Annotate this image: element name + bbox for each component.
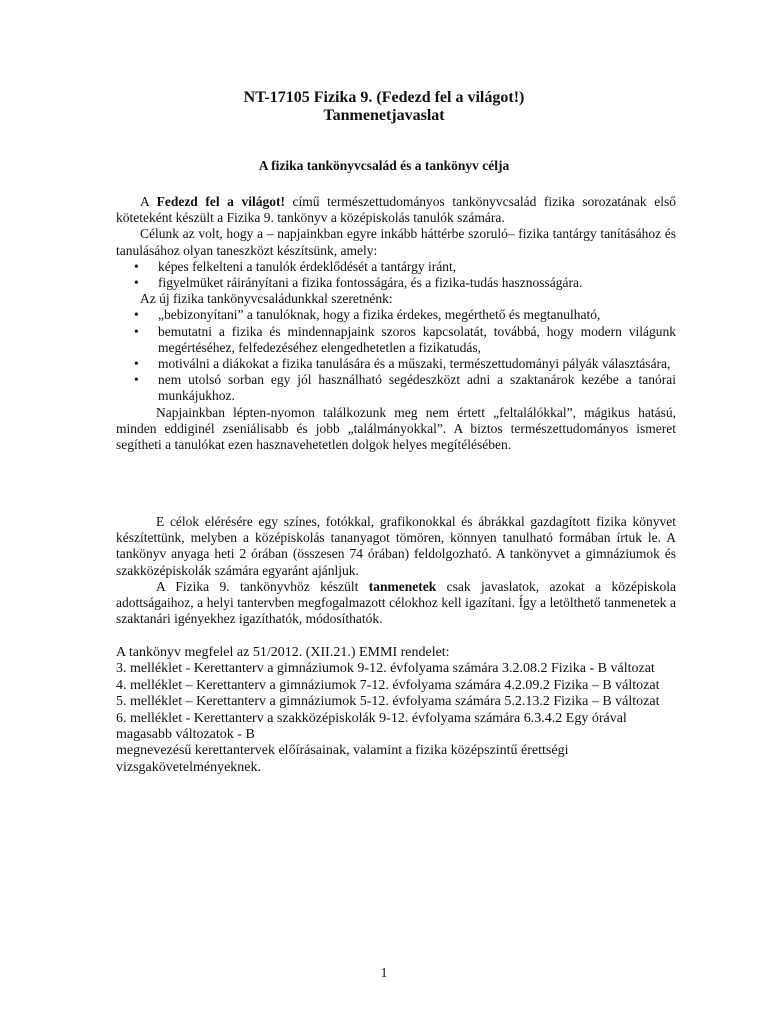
plan-prefix: A Fizika 9. tankönyvhöz készült <box>156 578 369 594</box>
intro-paragraph <box>116 194 676 226</box>
plan-bold-word: tanmenetek <box>368 578 437 594</box>
list-item <box>116 275 676 291</box>
main-text <box>116 194 676 453</box>
title-line-2: Tanmenetjavaslat <box>323 107 445 124</box>
second-text-block <box>116 514 676 627</box>
daily-paragraph: Napjainkban lépten-nyomon találkozunk meg nem értett „feltalálókkal”, mágikus hatású, minden eddiginél zseniálisabb és jobb „találmányokkal”. A biztos természettudományos ismeret segítheti a tanulókat ezen hasznavehetetlen dolgok helyes megítélésében. <box>116 404 676 453</box>
document-title <box>0 89 768 125</box>
wish-bullet-list <box>116 307 676 404</box>
list-item-text: figyelmüket ráirányítani a fizika fontosságára, és a fizika-tudás hasznosságára. <box>158 275 583 291</box>
plan-paragraph <box>116 579 676 628</box>
regulation-closing: megnevezésű kerettantervek előírásainak, valamint a fizika középszintű érettségi vizsgakövetelményeknek. <box>116 743 569 775</box>
list-item-text: nem utolsó sorban egy jól használható segédeszközt adni a szaktanárok kezébe a tanórai munkájukhoz. <box>158 372 676 404</box>
regulation-item: 6. melléklet - Kerettanterv a szakközépiskolák 9-12. évfolyama számára 6.3.4.2 Egy órával magasabb változatok - B <box>116 710 627 743</box>
book-paragraph: E célok elérésére egy színes, fotókkal, grafikonokkal és ábrákkal gazdagított fizika könyvet készítettünk, melyben a középiskolás tananyagot tömören, könnyen tanulható formában írtuk le. A tankönyv anyaga heti 2 órában (összesen 74 órában) feldolgozható. A tankönyvet a gimnáziumok és szakközépiskolák számára egyaránt ajánljuk. <box>116 514 676 578</box>
section-title: A fizika tankönyvcsalád és a tankönyv célja <box>258 158 510 173</box>
regulation-item: 4. melléklet – Kerettanterv a gimnáziumok 7-12. évfolyama számára 4.2.09.2 Fizika – B változat <box>116 677 660 693</box>
intro-prefix: A <box>140 194 157 209</box>
list-item-text: „bebizonyítani” a tanulóknak, hogy a fizika érdekes, megérthető és megtanulható, <box>158 307 601 323</box>
list-item <box>116 372 676 404</box>
regulation-block <box>116 645 676 776</box>
list-item-text: motiválni a diákokat a fizika tanulására és a műszaki, természettudományi pályák választására, <box>158 356 671 372</box>
title-line-1: NT-17105 Fizika 9. (Fedezd fel a világot!) <box>243 89 525 106</box>
page-number: 1 <box>380 966 388 981</box>
bullet-icon: • <box>134 307 139 323</box>
bullet-icon: • <box>134 275 139 291</box>
bullet-icon: • <box>134 258 139 274</box>
list-item <box>116 324 676 356</box>
list-item <box>116 259 676 275</box>
regulation-intro: A tankönyv megfelel az 51/2012. (XII.21.) EMMI rendelet: <box>116 645 450 660</box>
intro-book-title: Fedezd fel a világot! <box>156 194 285 209</box>
bullet-icon: • <box>134 372 139 388</box>
list-item <box>116 356 676 372</box>
regulation-item: 5. melléklet – Kerettanterv a gimnáziumok 5-12. évfolyama számára 5.2.13.2 Fizika – B változat <box>116 694 660 710</box>
intro-suffix: című természettudományos tankönyvcsalád fizika sorozatának első köteteként készült a Fizika 9. tankönyv a középiskolás tanulók számára. <box>116 194 676 226</box>
bullet-icon: • <box>134 356 139 372</box>
plan-suffix: csak javaslatok, azokat a középiskola adottságaihoz, a helyi tantervben megfogalmazott célokhoz kell igazítani. Így a letölthető tanmenetek a szaktanári igényekhez igazíthatók, módosíthatók. <box>116 578 676 627</box>
list-item <box>116 307 676 323</box>
goal-bullet-list <box>116 259 676 291</box>
regulation-item: 3. melléklet - Kerettanterv a gimnáziumok 9-12. évfolyama számára 3.2.08.2 Fizika - B változat <box>116 661 655 677</box>
bullet-icon: • <box>134 323 139 339</box>
list-item-text: bemutatni a fizika és mindennapjaink szoros kapcsolatát, továbbá, hogy modern világunk megértéséhez, felfedezéséhez elengedhetetlen a fizikatudás, <box>158 323 676 355</box>
list-item-text: képes felkelteni a tanulók érdeklődését a tantárgy iránt, <box>158 258 457 274</box>
goal-paragraph: Célunk az volt, hogy a – napjainkban egyre inkább háttérbe szoruló– fizika tantárgy tanításához és tanulásához olyan taneszközt készítsünk, amely: <box>116 226 676 258</box>
wish-paragraph: Az új fizika tankönyvcsaládunkkal szeretnénk: <box>140 291 393 307</box>
